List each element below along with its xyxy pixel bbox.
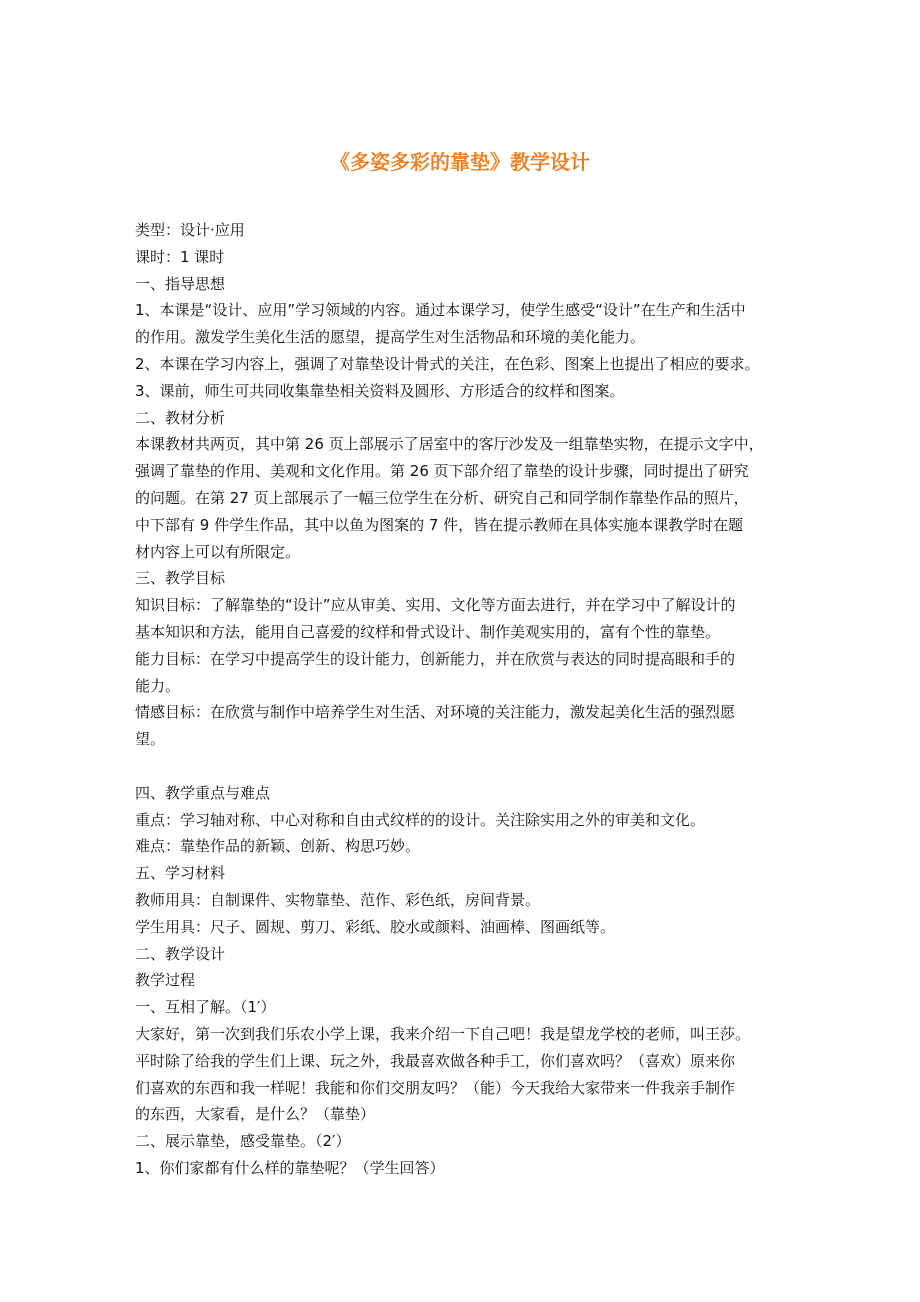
body-line: 材内容上可以有所限定。	[135, 542, 301, 561]
body-line: 类型：设计·应用	[135, 221, 245, 239]
body-line: 基本知识和方法，能用自己喜爱的纹样和骨式设计、制作美观实用的，富有个性的靠垫。	[135, 622, 721, 641]
body-line: 难点：靠垫作品的新颖、创新、构思巧妙。	[135, 837, 421, 856]
body-line: 的东西，大家看，是什么？（靠垫）	[135, 1105, 376, 1124]
body-line: 3、课前，师生可共同收集靠垫相关资料及圆形、方形适合的纹样和图案。	[135, 381, 625, 400]
body-line: 望。	[135, 730, 166, 749]
body-line: 的问题。在第 27 页上部展示了一幅三位学生在分析、研究自己和同学制作靠垫作品的照片，	[135, 488, 749, 507]
body-line: 二、展示靠垫，感受靠垫。（2′）	[135, 1132, 351, 1151]
body-line: 们喜欢的东西和我一样呢！我能和你们交朋友吗？（能）今天我给大家带来一件我亲手制作	[135, 1078, 736, 1097]
body-line: 教师用具：自制课件、实物靠垫、范作、彩色纸，房间背景。	[135, 890, 541, 909]
body-line: 1、你们家都有什么样的靠垫呢？（学生回答）	[135, 1158, 445, 1177]
body-line: 一、指导思想	[135, 274, 226, 293]
body-line: 一、互相了解。（1′）	[135, 998, 276, 1017]
document-body	[135, 217, 785, 1182]
document-title: 《多姿多彩的靠垫》教学设计	[330, 150, 590, 174]
body-line: 二、教材分析	[135, 408, 226, 427]
body-line: 中下部有 9 件学生作品，其中以鱼为图案的 7 件，皆在提示教师在具体实施本课教学时在题	[135, 515, 744, 534]
body-line: 教学过程	[135, 971, 196, 990]
body-line: 大家好，第一次到我们乐农小学上课，我来介绍一下自己吧！我是望龙学校的老师，叫王莎。	[135, 1024, 751, 1043]
body-line: 学生用具：尺子、圆规、剪刀、彩纸、胶水或颜料、油画棒、图画纸等。	[135, 917, 616, 936]
body-line: 重点：学习轴对称、中心对称和自由式纹样的的设计。关注除实用之外的审美和文化。	[135, 810, 706, 829]
body-line: 能力。	[135, 676, 181, 695]
body-line: 二、教学设计	[135, 944, 226, 963]
blank-line	[135, 753, 785, 780]
body-line: 2、本课在学习内容上，强调了对靠垫设计骨式的关注，在色彩、图案上也提出了相应的要求。	[135, 354, 760, 373]
body-line: 本课教材共两页，其中第 26 页上部展示了居室中的客厅沙发及一组靠垫实物，在提示文字中，	[135, 435, 764, 454]
body-line: 五、学习材料	[135, 864, 226, 883]
body-line: 情感目标：在欣赏与制作中培养学生对生活、对环境的关注能力，激发起美化生活的强烈愿	[135, 703, 736, 722]
body-line: 四、教学重点与难点	[135, 783, 271, 802]
body-line: 三、教学目标	[135, 569, 226, 588]
body-line: 的作用。激发学生美化生活的愿望，提高学生对生活物品和环境的美化能力。	[135, 328, 646, 347]
body-line: 平时除了给我的学生们上课、玩之外，我最喜欢做各种手工，你们喜欢吗？（喜欢）原来你	[135, 1051, 736, 1070]
body-line: 知识目标：了解靠垫的“设计”应从审美、实用、文化等方面去进行，并在学习中了解设计的	[135, 596, 736, 615]
body-line: 强调了靠垫的作用、美观和文化作用。第 26 页下部介绍了靠垫的设计步骤，同时提出了研究	[135, 462, 749, 481]
body-line: 1、本课是“设计、应用”学习领域的内容。通过本课学习，使学生感受“设计”在生产和生活中	[135, 301, 746, 320]
body-line: 课时：1 课时	[135, 247, 225, 266]
body-line: 能力目标：在学习中提高学生的设计能力，创新能力，并在欣赏与表达的同时提高眼和手的	[135, 649, 736, 668]
